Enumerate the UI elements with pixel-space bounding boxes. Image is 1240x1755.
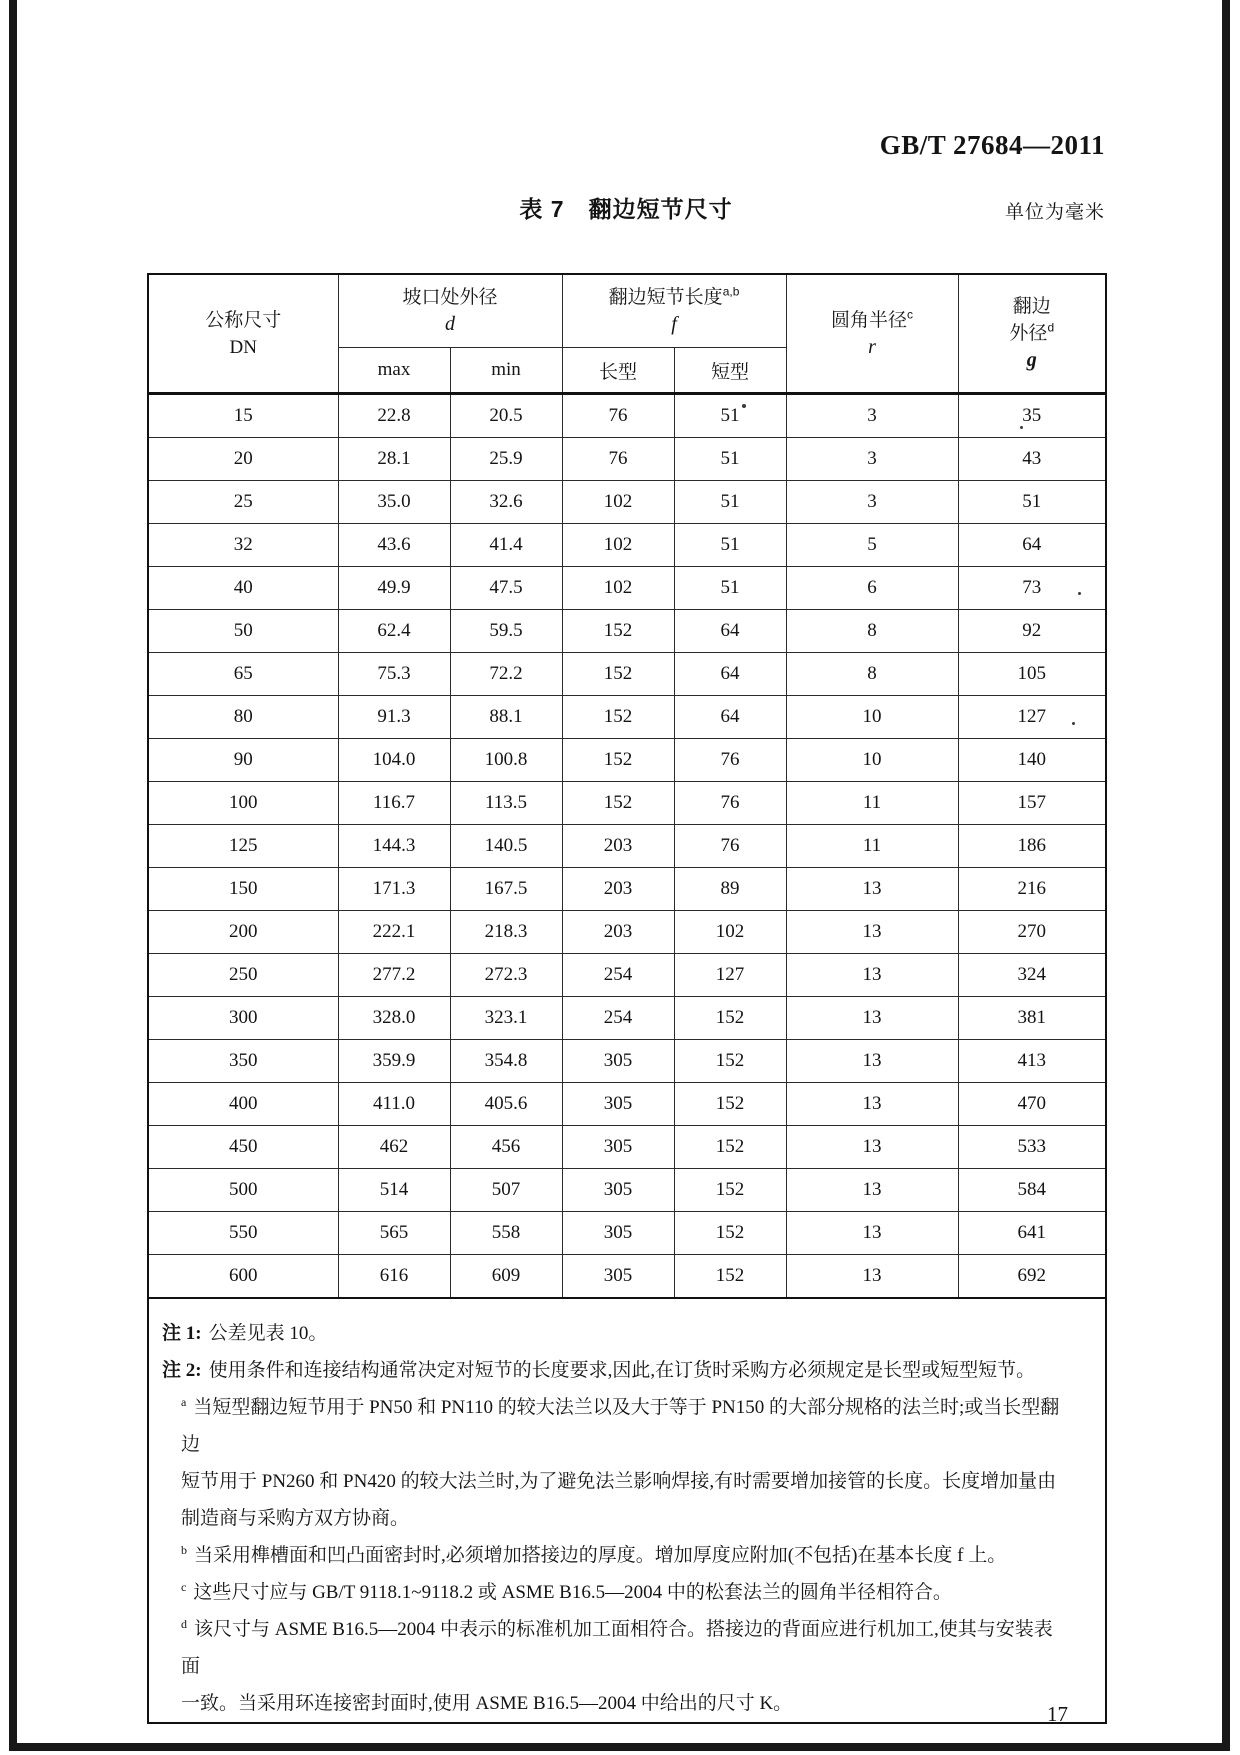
table-row xyxy=(148,1040,1106,1083)
table-row xyxy=(148,481,1106,524)
table-row xyxy=(148,1212,1106,1255)
cell-d_max: 91.3 xyxy=(338,696,450,739)
table-row xyxy=(148,653,1106,696)
cell-d_max: 328.0 xyxy=(338,997,450,1040)
col-header-f-long: 长型 xyxy=(562,348,674,394)
cell-d_max: 116.7 xyxy=(338,782,450,825)
cell-g: 105 xyxy=(958,653,1106,696)
r-symbol: r xyxy=(868,335,876,358)
cell-f_short: 64 xyxy=(674,653,786,696)
cell-r: 13 xyxy=(786,954,958,997)
cell-dn: 350 xyxy=(148,1040,338,1083)
cell-f_short: 51 xyxy=(674,438,786,481)
cell-dn: 90 xyxy=(148,739,338,782)
table-row xyxy=(148,438,1106,481)
cell-dn: 200 xyxy=(148,911,338,954)
cell-dn: 100 xyxy=(148,782,338,825)
cell-dn: 50 xyxy=(148,610,338,653)
cell-d_max: 28.1 xyxy=(338,438,450,481)
table-row xyxy=(148,524,1106,567)
footnote-b-text: 当采用榫槽面和凹凸面密封时,必须增加搭接边的厚度。增加厚度应附加(不包括)在基本长度 f 上。 xyxy=(194,1545,1007,1566)
cell-f_short: 76 xyxy=(674,782,786,825)
col-header-f-group xyxy=(562,274,786,348)
cell-g: 73 xyxy=(958,567,1106,610)
scan-speck xyxy=(742,404,746,408)
cell-r: 10 xyxy=(786,739,958,782)
footnote-a-line2: 短节用于 PN260 和 PN420 的较大法兰时,为了避免法兰影响焊接,有时需要增加接管的长度。长度增加量由 xyxy=(181,1471,1057,1492)
cell-d_max: 144.3 xyxy=(338,825,450,868)
cell-f_long: 76 xyxy=(562,438,674,481)
cell-f_long: 254 xyxy=(562,954,674,997)
cell-d_max: 462 xyxy=(338,1126,450,1169)
footnote-a-line1: 当短型翻边短节用于 PN50 和 PN110 的较大法兰以及大于等于 PN150 的大部分规格的法兰时;或当长型翻边 xyxy=(181,1397,1060,1455)
cell-f_long: 102 xyxy=(562,567,674,610)
cell-f_short: 51 xyxy=(674,481,786,524)
cell-r: 8 xyxy=(786,653,958,696)
cell-d_min: 41.4 xyxy=(450,524,562,567)
table-row xyxy=(148,610,1106,653)
table-row xyxy=(148,997,1106,1040)
cell-g: 413 xyxy=(958,1040,1106,1083)
cell-g: 127 xyxy=(958,696,1106,739)
footnote-a-marker: a xyxy=(181,1394,187,1409)
cell-g: 157 xyxy=(958,782,1106,825)
cell-g: 43 xyxy=(958,438,1106,481)
cell-f_long: 305 xyxy=(562,1212,674,1255)
cell-d_min: 140.5 xyxy=(450,825,562,868)
f-group-symbol: f xyxy=(671,313,677,335)
cell-f_long: 305 xyxy=(562,1040,674,1083)
cell-r: 8 xyxy=(786,610,958,653)
cell-r: 13 xyxy=(786,1083,958,1126)
note-1-text: 公差见表 10。 xyxy=(208,1323,328,1344)
scan-speck xyxy=(1020,426,1023,429)
cell-d_max: 62.4 xyxy=(338,610,450,653)
cell-d_min: 59.5 xyxy=(450,610,562,653)
table-row xyxy=(148,868,1106,911)
cell-d_max: 411.0 xyxy=(338,1083,450,1126)
cell-f_long: 254 xyxy=(562,997,674,1040)
cell-g: 64 xyxy=(958,524,1106,567)
cell-g: 533 xyxy=(958,1126,1106,1169)
cell-f_short: 51 xyxy=(674,524,786,567)
table-row xyxy=(148,911,1106,954)
table-row xyxy=(148,954,1106,997)
cell-f_short: 51 xyxy=(674,394,786,438)
footnote-d-marker: d xyxy=(181,1616,187,1631)
footnote-b xyxy=(162,1537,1065,1574)
cell-f_short: 89 xyxy=(674,868,786,911)
g-label-line1: 翻边 xyxy=(1012,296,1051,317)
page-number: 17 xyxy=(1047,1702,1068,1726)
table-header xyxy=(148,274,1106,394)
col-header-d-min: min xyxy=(450,348,562,394)
d-group-label: 坡口处外径 xyxy=(402,287,498,308)
cell-f_long: 305 xyxy=(562,1126,674,1169)
cell-r: 5 xyxy=(786,524,958,567)
footnote-c xyxy=(162,1574,1065,1611)
cell-dn: 15 xyxy=(148,394,338,438)
col-header-dn xyxy=(148,274,338,394)
table-row xyxy=(148,782,1106,825)
cell-d_min: 272.3 xyxy=(450,954,562,997)
g-symbol: g xyxy=(1026,349,1037,371)
r-footnote-ref: c xyxy=(907,307,914,322)
cell-f_long: 203 xyxy=(562,868,674,911)
cell-dn: 20 xyxy=(148,438,338,481)
dn-symbol: DN xyxy=(229,336,257,358)
cell-d_min: 558 xyxy=(450,1212,562,1255)
cell-d_min: 507 xyxy=(450,1169,562,1212)
cell-r: 13 xyxy=(786,997,958,1040)
cell-d_min: 456 xyxy=(450,1126,562,1169)
footnote-d-line2: 一致。当采用环连接密封面时,使用 ASME B16.5—2004 中给出的尺寸 K。 xyxy=(181,1693,793,1714)
cell-f_short: 76 xyxy=(674,825,786,868)
cell-r: 3 xyxy=(786,438,958,481)
g-footnote-ref: d xyxy=(1047,320,1055,335)
cell-r: 3 xyxy=(786,481,958,524)
dimension-table xyxy=(147,273,1107,1724)
cell-d_max: 222.1 xyxy=(338,911,450,954)
cell-dn: 80 xyxy=(148,696,338,739)
cell-dn: 250 xyxy=(148,954,338,997)
footnote-d-line1: 该尺寸与 ASME B16.5—2004 中表示的标准机加工面相符合。搭接边的背面应进行机加工,使其与安装表面 xyxy=(181,1619,1053,1677)
table-row xyxy=(148,567,1106,610)
scan-border-bottom xyxy=(9,1743,1230,1751)
cell-d_min: 20.5 xyxy=(450,394,562,438)
note-2-prefix: 注 2: xyxy=(162,1360,202,1381)
table-row xyxy=(148,825,1106,868)
cell-f_long: 152 xyxy=(562,696,674,739)
table-row xyxy=(148,696,1106,739)
note-1 xyxy=(162,1315,1065,1352)
cell-f_short: 51 xyxy=(674,567,786,610)
cell-r: 13 xyxy=(786,1255,958,1299)
footnote-a-line3: 制造商与采购方双方协商。 xyxy=(181,1508,410,1529)
cell-dn: 125 xyxy=(148,825,338,868)
cell-dn: 65 xyxy=(148,653,338,696)
cell-f_long: 203 xyxy=(562,911,674,954)
note-2 xyxy=(162,1352,1065,1389)
col-header-d-group xyxy=(338,274,562,348)
cell-f_long: 152 xyxy=(562,739,674,782)
cell-d_max: 171.3 xyxy=(338,868,450,911)
table-row xyxy=(148,739,1106,782)
cell-dn: 25 xyxy=(148,481,338,524)
cell-f_long: 152 xyxy=(562,653,674,696)
cell-r: 13 xyxy=(786,1212,958,1255)
cell-d_max: 359.9 xyxy=(338,1040,450,1083)
cell-f_short: 152 xyxy=(674,1083,786,1126)
cell-d_min: 167.5 xyxy=(450,868,562,911)
footnote-c-marker: c xyxy=(181,1579,187,1594)
cell-f_short: 127 xyxy=(674,954,786,997)
cell-r: 3 xyxy=(786,394,958,438)
cell-f_long: 102 xyxy=(562,481,674,524)
d-group-symbol: d xyxy=(445,313,455,335)
scan-speck xyxy=(1072,722,1075,725)
table-row xyxy=(148,1126,1106,1169)
cell-f_long: 152 xyxy=(562,782,674,825)
table-title: 表 7 翻边短节尺寸 xyxy=(519,196,733,222)
cell-r: 11 xyxy=(786,825,958,868)
cell-g: 641 xyxy=(958,1212,1106,1255)
footnote-b-marker: b xyxy=(181,1542,187,1557)
cell-f_short: 76 xyxy=(674,739,786,782)
cell-d_max: 22.8 xyxy=(338,394,450,438)
cell-d_min: 88.1 xyxy=(450,696,562,739)
cell-f_short: 152 xyxy=(674,1040,786,1083)
cell-dn: 150 xyxy=(148,868,338,911)
cell-g: 584 xyxy=(958,1169,1106,1212)
cell-d_min: 323.1 xyxy=(450,997,562,1040)
cell-g: 324 xyxy=(958,954,1106,997)
cell-d_min: 32.6 xyxy=(450,481,562,524)
table-row xyxy=(148,1169,1106,1212)
footnote-c-text: 这些尺寸应与 GB/T 9118.1~9118.2 或 ASME B16.5—2004 中的松套法兰的圆角半径相符合。 xyxy=(193,1582,952,1603)
cell-dn: 32 xyxy=(148,524,338,567)
cell-d_max: 75.3 xyxy=(338,653,450,696)
cell-dn: 550 xyxy=(148,1212,338,1255)
cell-r: 6 xyxy=(786,567,958,610)
cell-f_long: 305 xyxy=(562,1083,674,1126)
note-1-prefix: 注 1: xyxy=(162,1323,202,1344)
cell-d_max: 616 xyxy=(338,1255,450,1299)
cell-f_short: 64 xyxy=(674,610,786,653)
footnote-d xyxy=(162,1611,1065,1722)
cell-d_max: 565 xyxy=(338,1212,450,1255)
cell-f_long: 76 xyxy=(562,394,674,438)
cell-f_long: 305 xyxy=(562,1169,674,1212)
cell-dn: 300 xyxy=(148,997,338,1040)
dn-label: 公称尺寸 xyxy=(205,309,282,331)
cell-g: 35 xyxy=(958,394,1106,438)
table-notes xyxy=(148,1298,1106,1723)
g-label-line2: 外径 xyxy=(1009,323,1048,344)
cell-r: 13 xyxy=(786,1126,958,1169)
unit-note: 单位为毫米 xyxy=(1004,202,1105,223)
f-group-label: 翻边短节长度 xyxy=(608,287,723,308)
cell-g: 216 xyxy=(958,868,1106,911)
cell-g: 270 xyxy=(958,911,1106,954)
col-header-f-short: 短型 xyxy=(674,348,786,394)
cell-r: 10 xyxy=(786,696,958,739)
cell-d_min: 113.5 xyxy=(450,782,562,825)
cell-r: 13 xyxy=(786,868,958,911)
f-group-footnote-ref: a,b xyxy=(722,284,740,299)
cell-r: 11 xyxy=(786,782,958,825)
cell-d_min: 72.2 xyxy=(450,653,562,696)
cell-d_min: 354.8 xyxy=(450,1040,562,1083)
cell-f_long: 203 xyxy=(562,825,674,868)
cell-f_long: 102 xyxy=(562,524,674,567)
cell-d_max: 277.2 xyxy=(338,954,450,997)
cell-dn: 40 xyxy=(148,567,338,610)
cell-f_short: 64 xyxy=(674,696,786,739)
table-row xyxy=(148,1255,1106,1299)
cell-dn: 500 xyxy=(148,1169,338,1212)
cell-d_min: 47.5 xyxy=(450,567,562,610)
cell-f_long: 305 xyxy=(562,1255,674,1299)
cell-d_max: 104.0 xyxy=(338,739,450,782)
col-header-r xyxy=(786,274,958,394)
cell-d_max: 43.6 xyxy=(338,524,450,567)
cell-g: 140 xyxy=(958,739,1106,782)
r-label: 圆角半径 xyxy=(831,309,908,331)
standard-number: GB/T 27684—2011 xyxy=(879,130,1105,160)
cell-f_short: 152 xyxy=(674,1255,786,1299)
scan-speck xyxy=(1078,592,1081,595)
cell-d_min: 218.3 xyxy=(450,911,562,954)
notes-row xyxy=(148,1298,1106,1723)
scan-border-left xyxy=(9,0,17,1751)
cell-d_min: 25.9 xyxy=(450,438,562,481)
cell-f_long: 152 xyxy=(562,610,674,653)
cell-d_max: 35.0 xyxy=(338,481,450,524)
cell-r: 13 xyxy=(786,1169,958,1212)
cell-f_short: 152 xyxy=(674,1169,786,1212)
cell-d_min: 100.8 xyxy=(450,739,562,782)
col-header-g xyxy=(958,274,1106,394)
cell-f_short: 152 xyxy=(674,1126,786,1169)
cell-dn: 600 xyxy=(148,1255,338,1299)
cell-r: 13 xyxy=(786,911,958,954)
cell-g: 381 xyxy=(958,997,1106,1040)
cell-f_short: 102 xyxy=(674,911,786,954)
cell-d_max: 514 xyxy=(338,1169,450,1212)
cell-dn: 450 xyxy=(148,1126,338,1169)
cell-f_short: 152 xyxy=(674,1212,786,1255)
cell-d_min: 609 xyxy=(450,1255,562,1299)
cell-r: 13 xyxy=(786,1040,958,1083)
cell-g: 692 xyxy=(958,1255,1106,1299)
footnote-a xyxy=(162,1389,1065,1537)
col-header-d-max: max xyxy=(338,348,450,394)
table-row xyxy=(148,394,1106,438)
cell-g: 470 xyxy=(958,1083,1106,1126)
cell-dn: 400 xyxy=(148,1083,338,1126)
table-body xyxy=(148,394,1106,1299)
cell-g: 186 xyxy=(958,825,1106,868)
note-2-text: 使用条件和连接结构通常决定对短节的长度要求,因此,在订货时采购方必须规定是长型或短型短节。 xyxy=(208,1360,1036,1381)
cell-g: 92 xyxy=(958,610,1106,653)
table-row xyxy=(148,1083,1106,1126)
cell-d_max: 49.9 xyxy=(338,567,450,610)
cell-g: 51 xyxy=(958,481,1106,524)
cell-d_min: 405.6 xyxy=(450,1083,562,1126)
cell-f_short: 152 xyxy=(674,997,786,1040)
scan-border-right xyxy=(1222,0,1230,1751)
